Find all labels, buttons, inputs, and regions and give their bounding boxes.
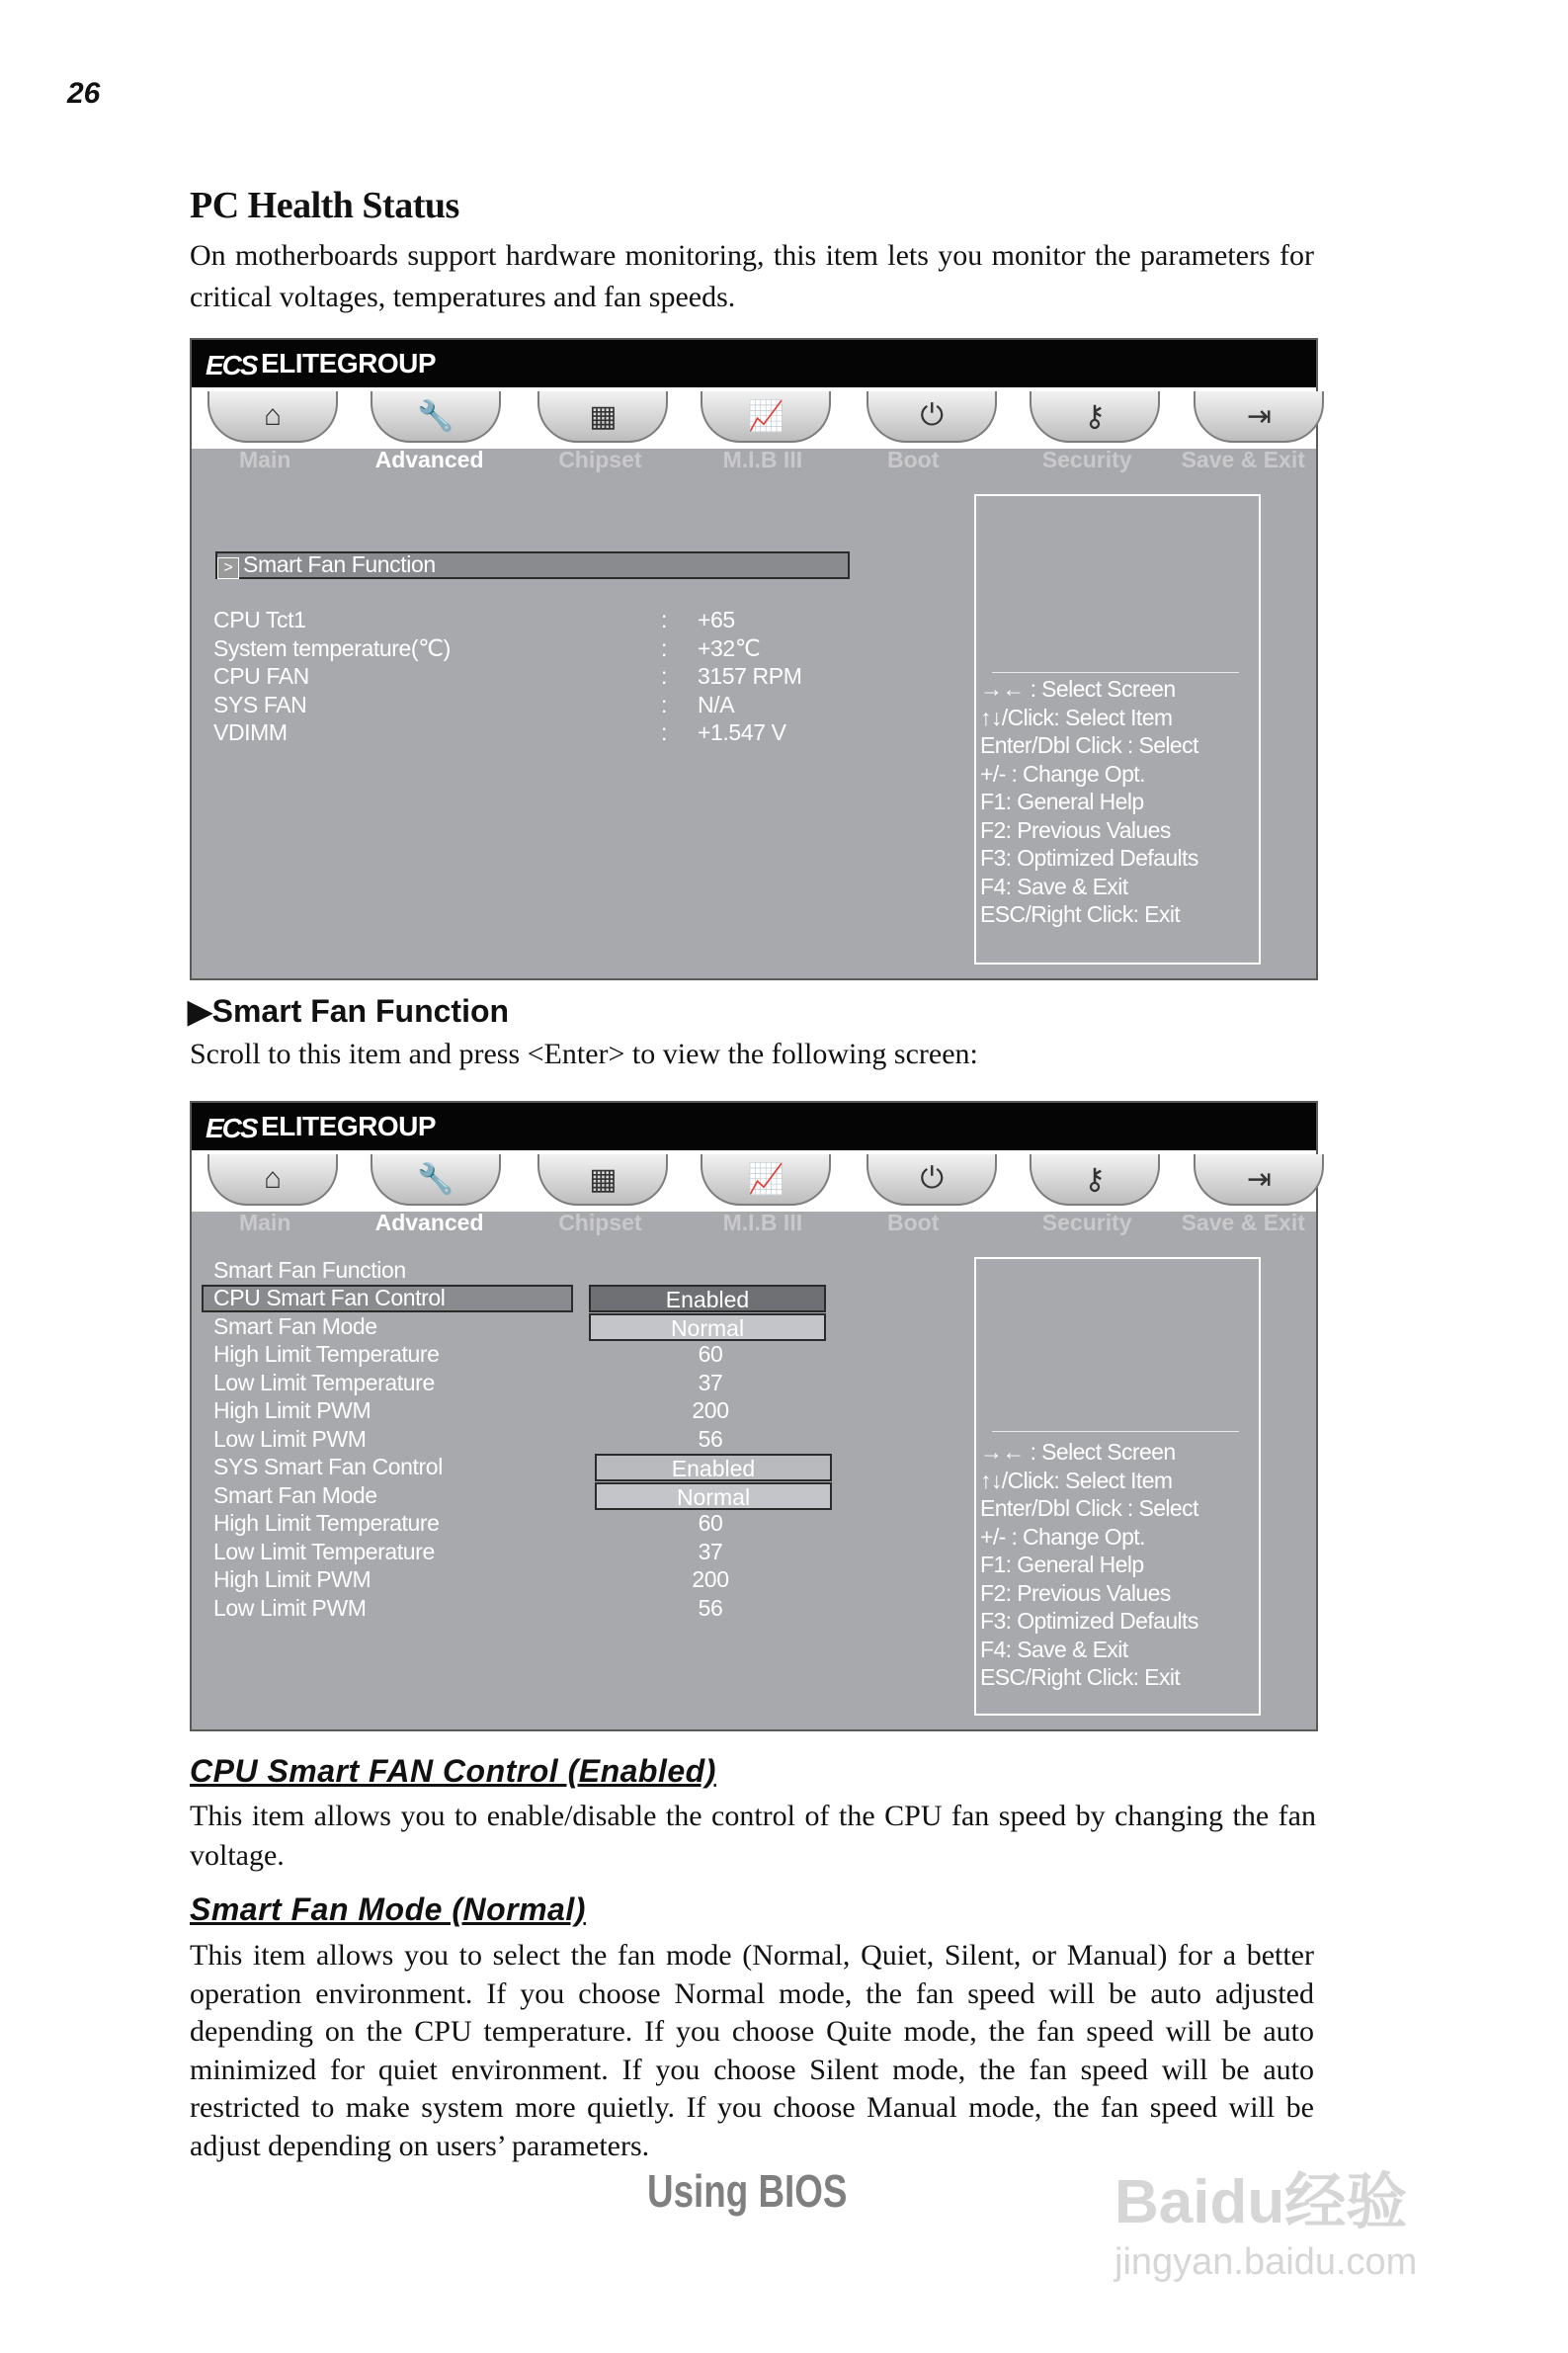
- chart-icon: 📈: [747, 400, 784, 433]
- tab-label-advanced[interactable]: Advanced: [374, 1210, 484, 1235]
- tab-boot[interactable]: [867, 1154, 997, 1206]
- help-line: F2: Previous Values: [980, 816, 1171, 843]
- tab-label-save-exit[interactable]: Save & Exit: [1181, 447, 1305, 472]
- setting-label[interactable]: Low Limit PWM: [213, 1594, 367, 1621]
- help-line: F1: General Help: [980, 1552, 1144, 1577]
- setting-label[interactable]: High Limit PWM: [213, 1397, 371, 1423]
- help-panel: [974, 494, 1261, 965]
- footer-title: Using BIOS: [647, 2165, 848, 2217]
- setting-value: 56: [698, 1594, 723, 1621]
- help-panel: [974, 1257, 1261, 1716]
- tab-label-m-i-b-iii[interactable]: M.I.B III: [722, 1210, 803, 1235]
- key-icon: ⚷: [1084, 400, 1106, 433]
- help-line: ESC/Right Click: Exit: [980, 1664, 1181, 1690]
- power-icon: ⏻: [920, 399, 945, 432]
- tab-boot[interactable]: [867, 391, 997, 443]
- smart-fan-intro: Scroll to this item and press <Enter> to view the following screen:: [190, 1038, 978, 1070]
- wrench-icon: 🔧: [417, 400, 454, 433]
- tab-advanced[interactable]: [371, 391, 501, 443]
- cpu-fan-text: This item allows you to enable/disable the control of the CPU fan speed by changing the fan voltage.: [190, 1800, 1316, 1872]
- tab-label-boot[interactable]: Boot: [887, 1210, 940, 1235]
- setting-label[interactable]: Smart Fan Mode: [213, 1481, 377, 1508]
- reading-label: SYS FAN: [213, 691, 307, 717]
- chip-icon: ▦: [589, 400, 618, 433]
- help-divider: [992, 672, 1239, 673]
- setting-value: 56: [698, 1425, 723, 1452]
- reading-separator: :: [661, 719, 667, 745]
- reading-value: +65: [698, 607, 735, 632]
- brand-bar: [192, 340, 1316, 387]
- tab-save-exit[interactable]: [1194, 1154, 1324, 1206]
- tab-security[interactable]: [1030, 391, 1160, 443]
- setting-value: 60: [698, 1341, 723, 1367]
- tab-label-main[interactable]: Main: [239, 447, 291, 472]
- setting-value[interactable]: Enabled: [595, 1454, 832, 1481]
- page-number: 26: [67, 77, 101, 110]
- tab-chipset[interactable]: [537, 391, 668, 443]
- tab-label-chipset[interactable]: Chipset: [558, 447, 642, 472]
- reading-value: N/A: [698, 691, 735, 717]
- help-line: Enter/Dbl Click : Select: [980, 732, 1198, 758]
- tab-label-main[interactable]: Main: [239, 1210, 291, 1235]
- ecs-logo: ECS: [206, 350, 257, 380]
- reading-separator: :: [661, 663, 667, 689]
- reading-value: +32℃: [698, 634, 761, 661]
- wrench-icon: 🔧: [417, 1163, 454, 1196]
- bios-screen-smart-fan: [190, 1101, 1318, 1731]
- tab-label-security[interactable]: Security: [1041, 1210, 1132, 1235]
- tab-security[interactable]: [1030, 1154, 1160, 1206]
- reading-label: CPU FAN: [213, 663, 309, 689]
- fan-mode-heading: Smart Fan Mode (Normal): [190, 1891, 586, 1927]
- tab-icon-strip: [192, 387, 1316, 449]
- tab-label-save-exit[interactable]: Save & Exit: [1181, 1210, 1305, 1235]
- tab-label-m-i-b-iii[interactable]: M.I.B III: [722, 447, 803, 472]
- baidu-watermark: Baidu经验: [1114, 2168, 1408, 2236]
- help-line: Enter/Dbl Click : Select: [980, 1495, 1198, 1521]
- brand-name: ELITEGROUP: [261, 348, 437, 378]
- tab-chipset[interactable]: [537, 1154, 668, 1206]
- help-line: ↑↓/Click: Select Item: [980, 704, 1173, 730]
- help-line: F3: Optimized Defaults: [980, 845, 1198, 871]
- setting-label[interactable]: High Limit Temperature: [213, 1341, 440, 1367]
- ecs-logo: ECS: [206, 1113, 257, 1143]
- reading-value: +1.547 V: [698, 719, 786, 745]
- help-line: ESC/Right Click: Exit: [980, 901, 1181, 927]
- setting-value: 37: [698, 1538, 723, 1564]
- submenu-arrow-icon: >: [217, 551, 239, 579]
- tab-label-advanced[interactable]: Advanced: [374, 447, 484, 472]
- cpu-fan-heading: CPU Smart FAN Control (Enabled): [190, 1753, 716, 1789]
- setting-value: 200: [692, 1566, 729, 1592]
- help-line: ↑↓/Click: Select Item: [980, 1467, 1173, 1493]
- tab-m-i-b-iii[interactable]: [701, 391, 831, 443]
- tab-m-i-b-iii[interactable]: [701, 1154, 831, 1206]
- chip-icon: ▦: [589, 1163, 618, 1196]
- help-line: →← : Select Screen: [980, 1439, 1176, 1465]
- tab-advanced[interactable]: [371, 1154, 501, 1206]
- setting-label[interactable]: High Limit PWM: [213, 1566, 371, 1592]
- brand-name: ELITEGROUP: [261, 1111, 437, 1141]
- help-line: +/- : Change Opt.: [980, 1523, 1145, 1550]
- setting-value: 200: [692, 1397, 729, 1423]
- exit-icon: ⇥: [1246, 1163, 1272, 1196]
- setting-label[interactable]: Low Limit Temperature: [213, 1369, 435, 1395]
- setting-value[interactable]: Normal: [595, 1482, 832, 1510]
- smart-fan-title: Smart Fan Function: [213, 1257, 406, 1283]
- setting-label[interactable]: CPU Smart Fan Control: [213, 1285, 446, 1310]
- tab-main[interactable]: [207, 391, 338, 443]
- help-line: F3: Optimized Defaults: [980, 1608, 1198, 1634]
- baidu-watermark-url: jingyan.baidu.com: [1114, 2241, 1418, 2283]
- tab-save-exit[interactable]: [1194, 391, 1324, 443]
- setting-label[interactable]: High Limit Temperature: [213, 1510, 440, 1536]
- reading-separator: :: [661, 607, 667, 632]
- tab-label-boot[interactable]: Boot: [887, 447, 940, 472]
- reading-value: 3157 RPM: [698, 663, 802, 689]
- tab-main[interactable]: [207, 1154, 338, 1206]
- help-line: F4: Save & Exit: [980, 873, 1128, 899]
- tab-icon-strip: [192, 1150, 1316, 1212]
- reading-separator: :: [661, 634, 667, 661]
- setting-value[interactable]: Normal: [589, 1313, 826, 1341]
- home-icon: ⌂: [263, 1162, 283, 1195]
- tab-label-security[interactable]: Security: [1041, 447, 1132, 472]
- fan-mode-text: This item allows you to select the fan mode (Normal, Quiet, Silent, or Manual) for a better operation environment. If you choose Normal mode, the fan speed will be auto adjusted depending on the CPU temperature. If you choose Quite mode, the fan speed will be auto minimized for quiet environment. If you choose Silent mode, the fan speed will be auto restricted to make system more quietly. If you choose Manual mode, the fan speed will be adjust depending on users’ parameters.: [190, 1939, 1314, 2162]
- help-line: F2: Previous Values: [980, 1579, 1171, 1606]
- setting-label[interactable]: Low Limit Temperature: [213, 1538, 435, 1564]
- help-line: +/- : Change Opt.: [980, 760, 1145, 787]
- smart-fan-function-item[interactable]: Smart Fan Function: [243, 551, 436, 577]
- home-icon: ⌂: [263, 399, 283, 432]
- exit-icon: ⇥: [1246, 400, 1272, 433]
- reading-label: VDIMM: [213, 719, 288, 745]
- help-line: F1: General Help: [980, 789, 1144, 814]
- brand-bar: [192, 1103, 1316, 1150]
- setting-value: 60: [698, 1510, 723, 1536]
- setting-label[interactable]: SYS Smart Fan Control: [213, 1454, 443, 1479]
- setting-label[interactable]: Low Limit PWM: [213, 1425, 367, 1452]
- reading-label: CPU Tct1: [213, 607, 306, 632]
- power-icon: ⏻: [920, 1162, 945, 1195]
- help-line: F4: Save & Exit: [980, 1636, 1128, 1662]
- intro-paragraph: On motherboards support hardware monitoring, this item lets you monitor the parameters for critical voltages, temperatures and fan speeds.: [190, 239, 1314, 313]
- reading-label: System temperature(℃): [213, 634, 451, 661]
- setting-value: 37: [698, 1369, 723, 1395]
- key-icon: ⚷: [1084, 1163, 1106, 1196]
- smart-fan-heading: ▶Smart Fan Function: [188, 993, 510, 1029]
- bios-screen-health: [190, 338, 1318, 980]
- reading-separator: :: [661, 691, 667, 717]
- help-divider: [992, 1431, 1239, 1432]
- triangle-bullet-icon: ▶: [188, 993, 212, 1029]
- setting-label[interactable]: Smart Fan Mode: [213, 1312, 377, 1339]
- tab-label-chipset[interactable]: Chipset: [558, 1210, 642, 1235]
- help-line: →← : Select Screen: [980, 676, 1176, 702]
- chart-icon: 📈: [747, 1163, 784, 1196]
- section-title: PC Health Status: [190, 185, 459, 226]
- setting-value[interactable]: Enabled: [589, 1285, 826, 1312]
